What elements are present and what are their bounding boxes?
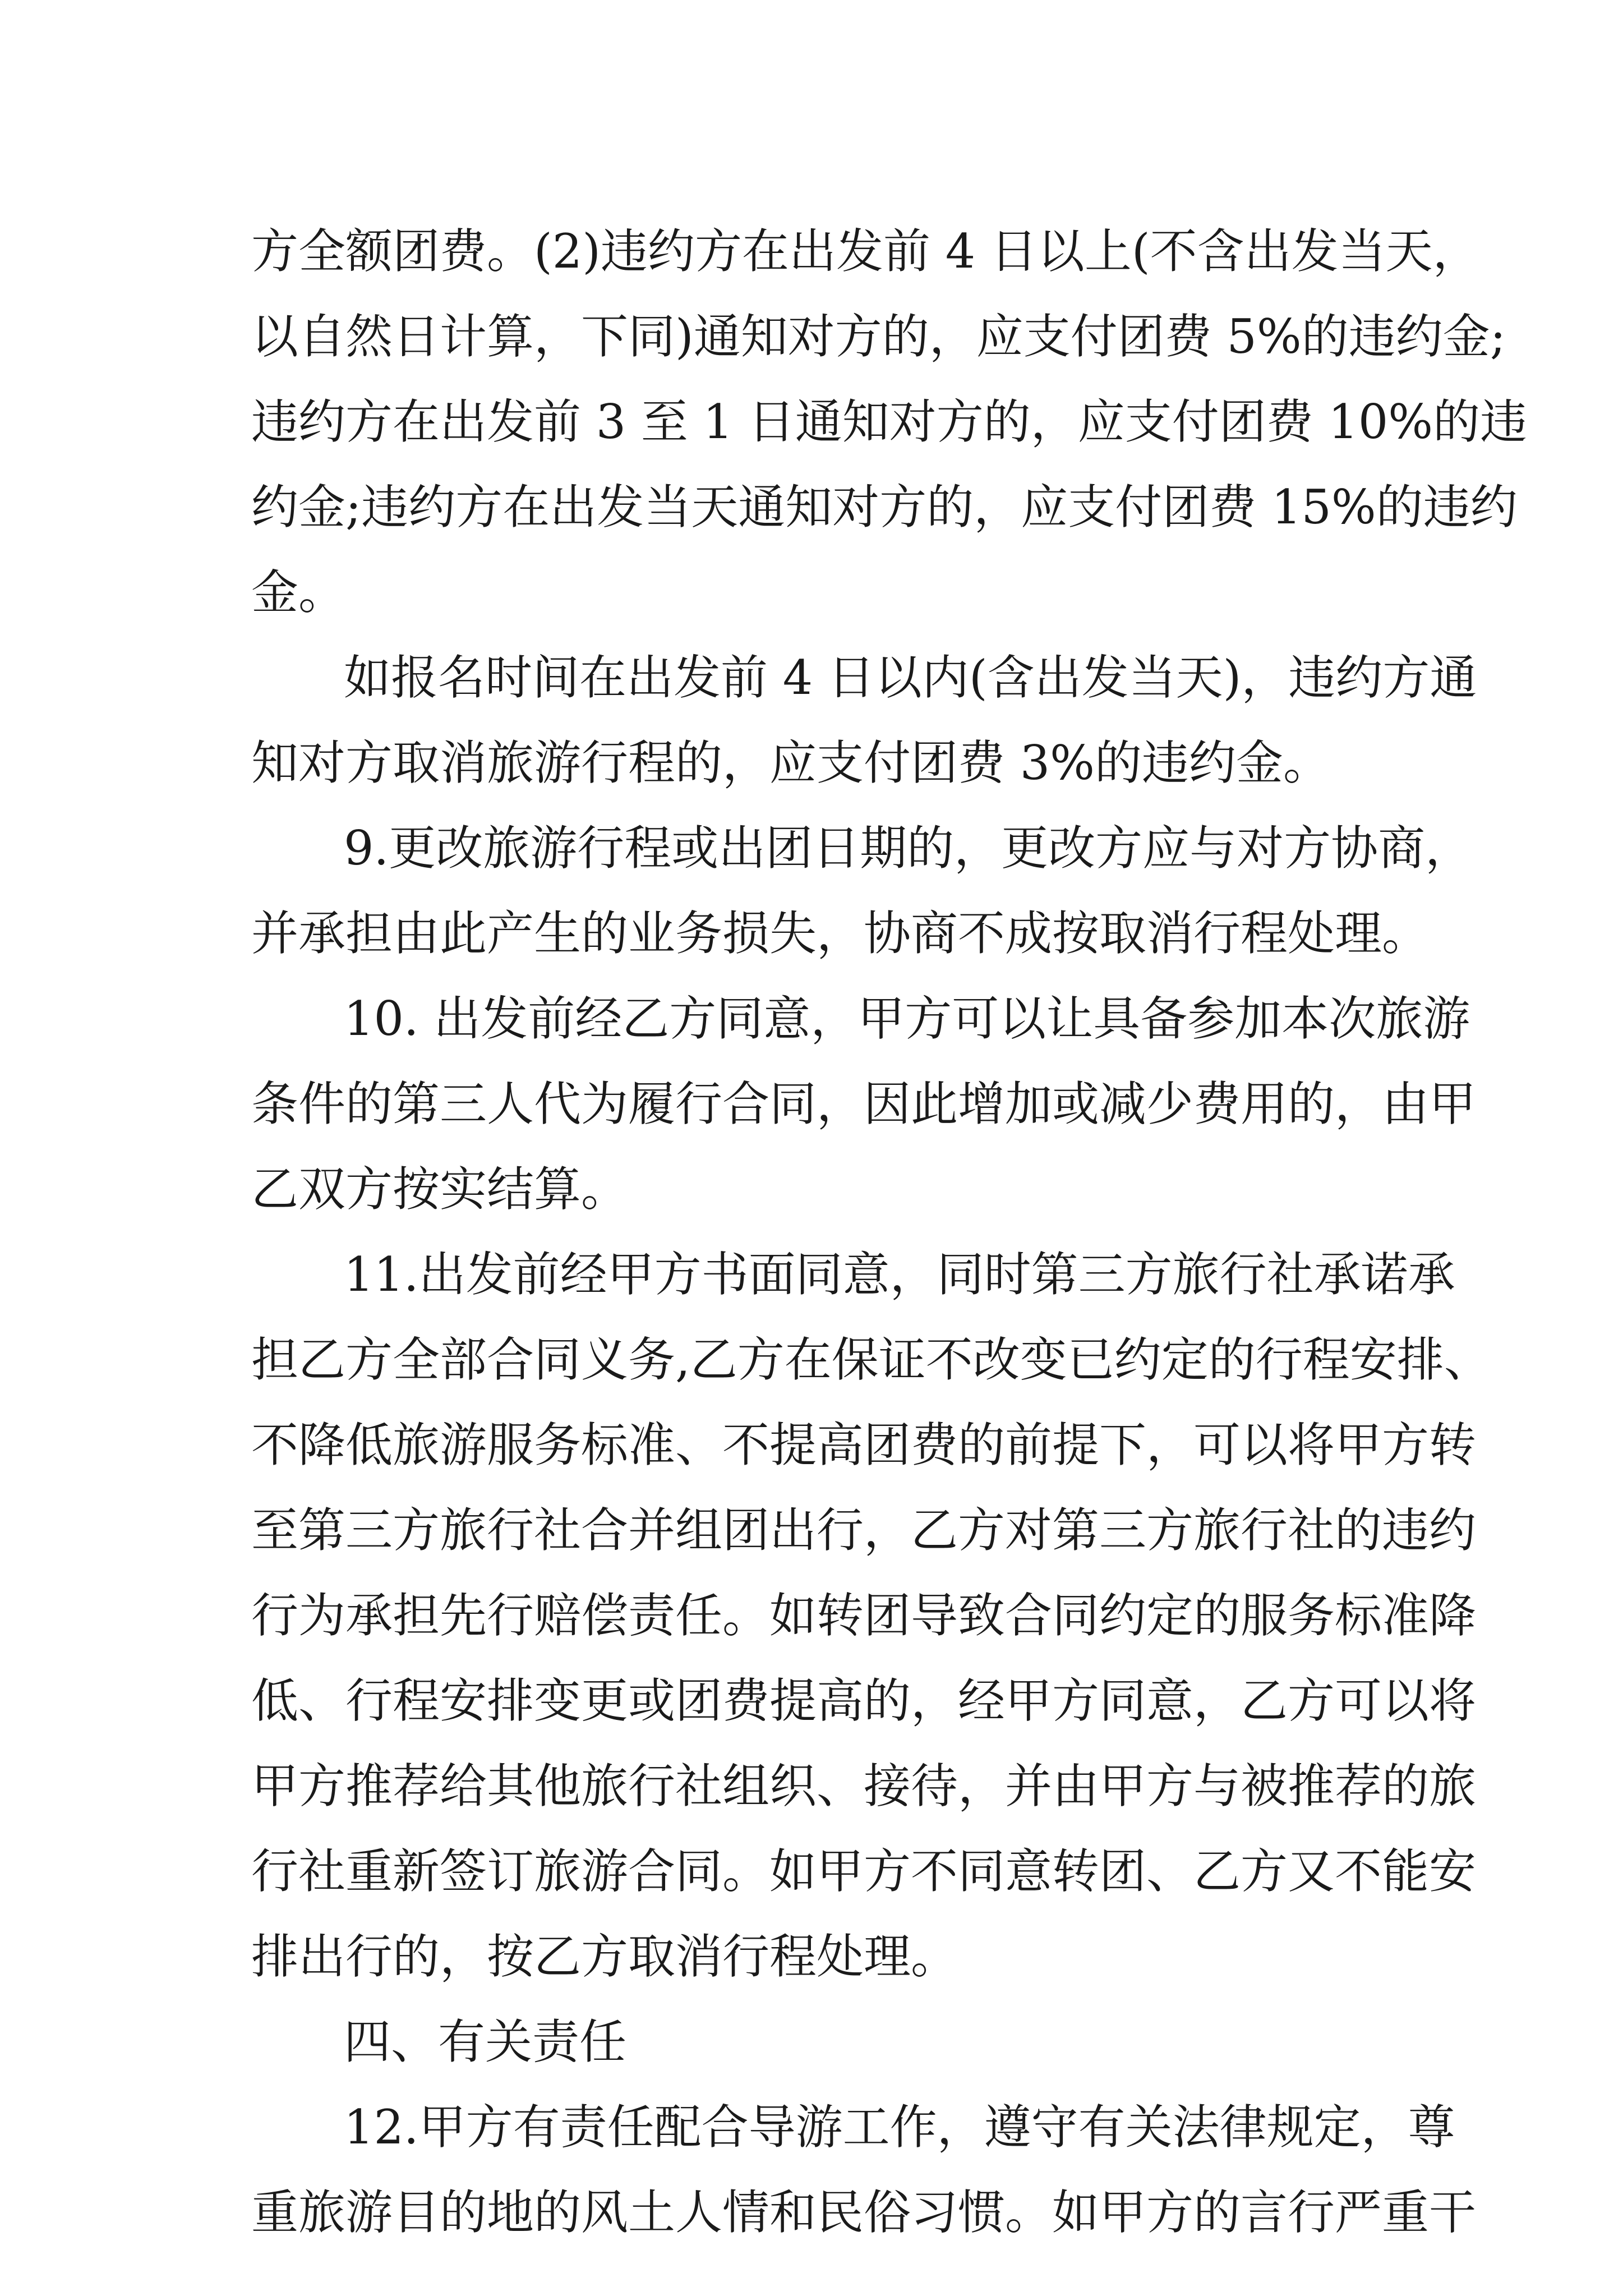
text-line: 并承担由此产生的业务损失，协商不成按取消行程处理。 — [251, 906, 1430, 961]
text-line: 知对方取消旅游行程的，应支付团费 3%的违约金。 — [251, 735, 1330, 790]
contract-text-body — [251, 209, 1528, 2255]
text-line: 行为承担先行赔偿责任。如转团导致合同约定的服务标准降 — [251, 1588, 1477, 1643]
text-line: 条件的第三人代为履行合同，因此增加或减少费用的，由甲 — [251, 1076, 1477, 1131]
text-line: 金。 — [251, 565, 346, 620]
text-line: 四、有关责任 — [344, 2014, 627, 2069]
text-line: 至第三方旅行社合并组团出行，乙方对第三方旅行社的违约 — [251, 1503, 1477, 1558]
text-line: 违约方在出发前 3 至 1 日通知对方的，应支付团费 10%的违 — [251, 394, 1528, 449]
text-line: 约金;违约方在出发当天通知对方的，应支付团费 15%的违约 — [251, 480, 1518, 535]
text-line: 12.甲方有责任配合导游工作，遵守有关法律规定，尊 — [344, 2100, 1455, 2155]
text-line: 方全额团费。(2)违约方在出发前 4 日以上(不含出发当天， — [251, 224, 1480, 279]
text-line: 如报名时间在出发前 4 日以内(含出发当天)，违约方通 — [344, 650, 1477, 705]
text-line: 10. 出发前经乙方同意，甲方可以让具备参加本次旅游 — [344, 991, 1470, 1046]
text-line: 11.出发前经甲方书面同意，同时第三方旅行社承诺承 — [344, 1247, 1455, 1302]
text-line: 不降低旅游服务标准、不提高团费的前提下，可以将甲方转 — [251, 1418, 1477, 1473]
text-line: 以自然日计算，下同)通知对方的，应支付团费 5%的违约金; — [251, 309, 1506, 364]
text-line: 重旅游目的地的风土人情和民俗习惯。如甲方的言行严重干 — [251, 2185, 1477, 2240]
text-line: 排出行的，按乙方取消行程处理。 — [251, 1929, 958, 1984]
text-line: 乙双方按实结算。 — [251, 1162, 629, 1217]
text-line: 低、行程安排变更或团费提高的，经甲方同意，乙方可以将 — [251, 1673, 1477, 1728]
text-line: 担乙方全部合同义务,乙方在保证不改变已约定的行程安排、 — [251, 1332, 1491, 1387]
text-line: 甲方推荐给其他旅行社组织、接待，并由甲方与被推荐的旅 — [251, 1759, 1477, 1814]
text-line: 行社重新签订旅游合同。如甲方不同意转团、乙方又不能安 — [251, 1844, 1477, 1899]
text-line: 9.更改旅游行程或出团日期的，更改方应与对方协商， — [344, 821, 1473, 876]
